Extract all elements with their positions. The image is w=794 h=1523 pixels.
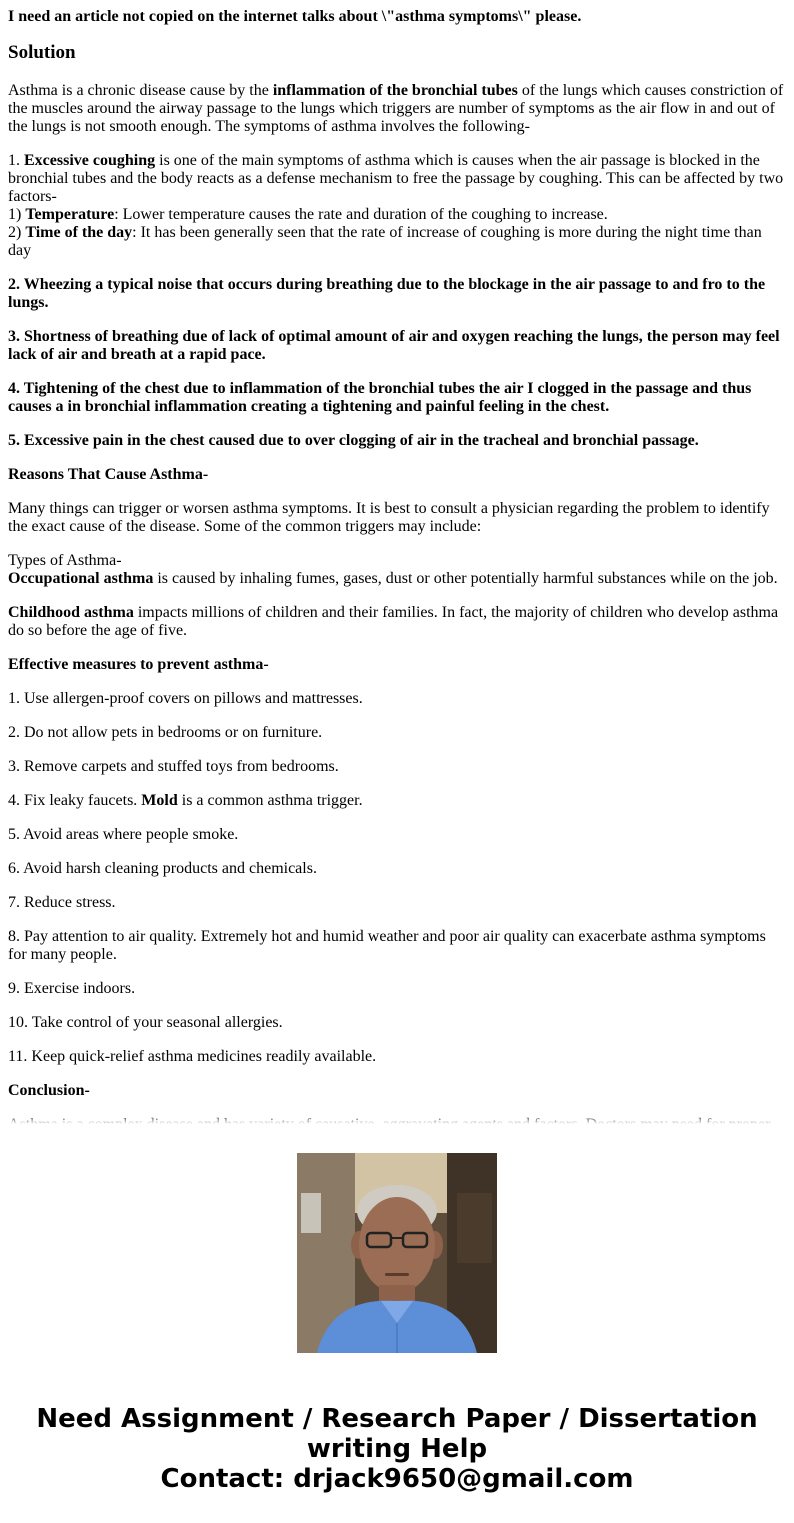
prevent-item-1: 1. Use allergen-proof covers on pillows and mattresses. bbox=[8, 690, 363, 707]
factor-1-text: : Lower temperature causes the rate and duration of the coughing to increase. bbox=[114, 206, 608, 223]
prevent-item-9: 9. Exercise indoors. bbox=[8, 980, 136, 997]
prevent-item-2: 2. Do not allow pets in bedrooms or on furniture. bbox=[8, 724, 323, 741]
promo-section bbox=[0, 1124, 794, 1523]
question-text: I need an article not copied on the internet talks about \"asthma symptoms\" please. bbox=[8, 8, 582, 25]
symptom-5: 5. Excessive pain in the chest caused due to over clogging of air in the tracheal and bronchial passage. bbox=[8, 432, 699, 449]
reasons-heading: Reasons That Cause Asthma- bbox=[8, 466, 209, 483]
conclusion-heading: Conclusion- bbox=[8, 1082, 90, 1099]
promo-line-2: writing Help bbox=[306, 1434, 488, 1464]
types-occupational bbox=[8, 552, 786, 588]
prevent-item-4-text-b: is a common asthma trigger. bbox=[177, 792, 363, 809]
prevent-item-10: 10. Take control of your seasonal allergies. bbox=[8, 1014, 283, 1031]
prevent-item-4-bold: Mold bbox=[141, 792, 178, 809]
prevent-item-8: 8. Pay attention to air quality. Extremely hot and humid weather and poor air quality can exacerbate asthma symptoms for many people. bbox=[8, 928, 766, 963]
promo-line-1: Need Assignment / Research Paper / Dissertation bbox=[36, 1404, 758, 1434]
childhood-text: impacts millions of children and their families. In fact, the majority of children who develop asthma do so before the age of five. bbox=[8, 604, 779, 639]
prevent-item-4 bbox=[8, 792, 786, 810]
factor-2-number: 2) bbox=[8, 224, 26, 241]
symptom-2: 2. Wheezing a typical noise that occurs during breathing due to the blockage in the air passage to and fro to the lungs. bbox=[8, 276, 766, 311]
occupational-text: is caused by inhaling fumes, gases, dust or other potentially harmful substances while on the job. bbox=[153, 570, 778, 587]
prevent-item-5: 5. Avoid areas where people smoke. bbox=[8, 826, 239, 843]
prevent-item-7: 7. Reduce stress. bbox=[8, 894, 116, 911]
intro-text-1: Asthma is a chronic disease cause by the bbox=[8, 82, 273, 99]
occupational-bold: Occupational asthma bbox=[8, 570, 154, 587]
content-cutoff bbox=[8, 1114, 786, 1124]
prevent-item-3: 3. Remove carpets and stuffed toys from bedrooms. bbox=[8, 758, 339, 775]
symptom-4: 4. Tightening of the chest due to inflammation of the bronchial tubes the air I clogged in the passage and thus causes a in bronchial inflammation creating a tightening and painful feeling in the chest. bbox=[8, 380, 752, 415]
prevent-item-11: 11. Keep quick-relief asthma medicines readily available. bbox=[8, 1048, 377, 1065]
symptom-1 bbox=[8, 152, 786, 260]
solution-heading: Solution bbox=[8, 42, 76, 63]
article-body bbox=[8, 0, 786, 1124]
avatar-photo bbox=[297, 1153, 497, 1353]
promo-text bbox=[0, 1404, 794, 1494]
intro-text-2: of the lungs which causes constriction of the muscles around the airway passage to the lungs which triggers are number of symptoms as the air flow in and out of the lungs is not smooth enough. The symptoms of asthma involves the following- bbox=[8, 82, 784, 135]
reasons-paragraph: Many things can trigger or worsen asthma symptoms. It is best to consult a physician regarding the problem to identify the exact cause of the disease. Some of the common triggers may include: bbox=[8, 500, 770, 535]
symptom-1-number: 1. bbox=[8, 152, 24, 169]
types-childhood bbox=[8, 604, 786, 640]
factor-2-bold: Time of the day bbox=[25, 224, 133, 241]
symptom-1-bold: Excessive coughing bbox=[24, 152, 156, 169]
promo-contact[interactable]: Contact: drjack9650@gmail.com bbox=[160, 1464, 634, 1494]
types-heading: Types of Asthma- bbox=[8, 552, 122, 569]
factor-2-text: : It has been generally seen that the rate of increase of coughing is more during the night time than day bbox=[8, 224, 762, 259]
factor-1-number: 1) bbox=[8, 206, 26, 223]
childhood-bold: Childhood asthma bbox=[8, 604, 134, 621]
avatar bbox=[297, 1153, 497, 1353]
prevent-item-4-text-a: 4. Fix leaky faucets. bbox=[8, 792, 142, 809]
prevent-heading: Effective measures to prevent asthma- bbox=[8, 656, 269, 673]
prevent-item-6: 6. Avoid harsh cleaning products and chemicals. bbox=[8, 860, 317, 877]
factor-1-bold: Temperature bbox=[25, 206, 115, 223]
intro-paragraph bbox=[8, 82, 786, 136]
intro-bold: inflammation of the bronchial tubes bbox=[272, 82, 518, 99]
symptom-3: 3. Shortness of breathing due of lack of optimal amount of air and oxygen reaching the lungs, the person may feel lack of air and breath at a rapid pace. bbox=[8, 328, 780, 363]
symptom-1-text: is one of the main symptoms of asthma which is causes when the air passage is blocked in the bronchial tubes and the body reacts as a defense mechanism to free the passage by coughing. This can be affected by two factors- bbox=[8, 152, 784, 205]
